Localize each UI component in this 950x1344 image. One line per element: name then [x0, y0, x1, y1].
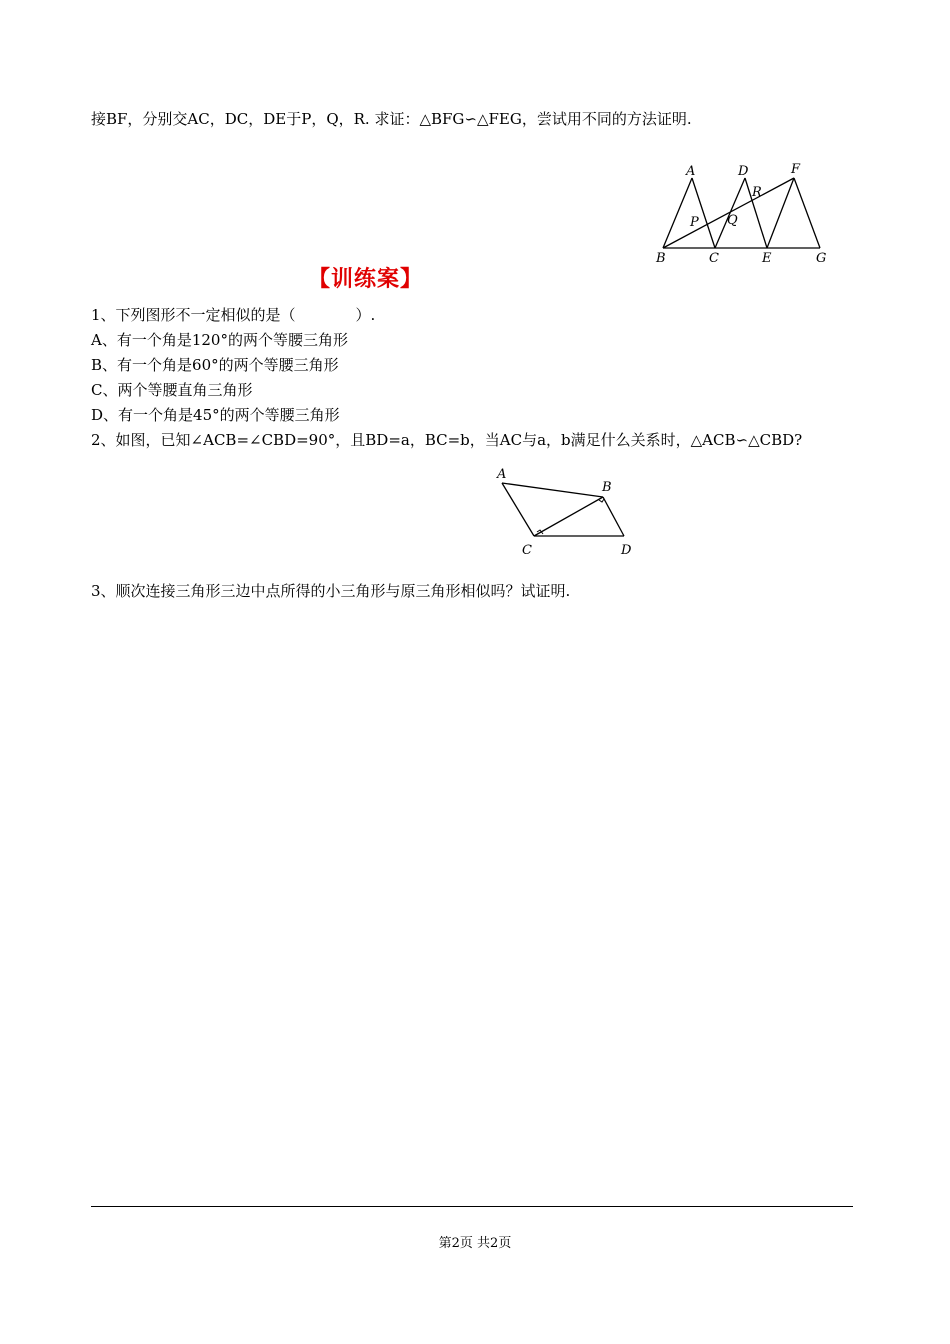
- label-B: B: [656, 251, 666, 266]
- label-C2: C: [522, 543, 532, 558]
- q3-text: 3、顺次连接三角形三边中点所得的小三角形与原三角形相似吗？试证明.: [91, 582, 571, 600]
- label-A: A: [686, 164, 696, 179]
- label-A2: A: [497, 467, 507, 482]
- figure-triangles: [652, 158, 832, 268]
- label-G: G: [816, 251, 827, 266]
- label-Q: Q: [727, 213, 738, 228]
- label-P: P: [690, 215, 699, 230]
- intro-text: 接BF，分别交AC，DC，DE于P，Q，R. 求证：△BFG∽△FEG，尝试用不同的方法证明.: [91, 110, 692, 128]
- q1-option-d: D、有一个角是45°的两个等腰三角形: [91, 406, 340, 424]
- figure-quadrilateral: [490, 462, 640, 562]
- label-E: E: [762, 251, 772, 266]
- label-B2: B: [602, 480, 612, 495]
- label-D2: D: [621, 543, 632, 558]
- label-D: D: [738, 164, 749, 179]
- label-F: F: [791, 162, 801, 177]
- q1-option-a: A、有一个角是120°的两个等腰三角形: [91, 331, 348, 349]
- footer-rule: [91, 1206, 853, 1207]
- q1-option-c: C、两个等腰直角三角形: [91, 381, 253, 399]
- q2-text: 2、如图，已知∠ACB=∠CBD=90°，且BD=a，BC=b，当AC与a，b满足什么关系时，△ACB∽△CBD?: [91, 431, 803, 449]
- page-footer: 第2页 共2页: [438, 1236, 512, 1251]
- label-R: R: [752, 185, 762, 200]
- section-heading: 【训练案】: [308, 267, 424, 292]
- label-C: C: [709, 251, 719, 266]
- q1-option-b: B、有一个角是60°的两个等腰三角形: [91, 356, 339, 374]
- q1-stem: 1、下列图形不一定相似的是（ ）.: [91, 306, 376, 324]
